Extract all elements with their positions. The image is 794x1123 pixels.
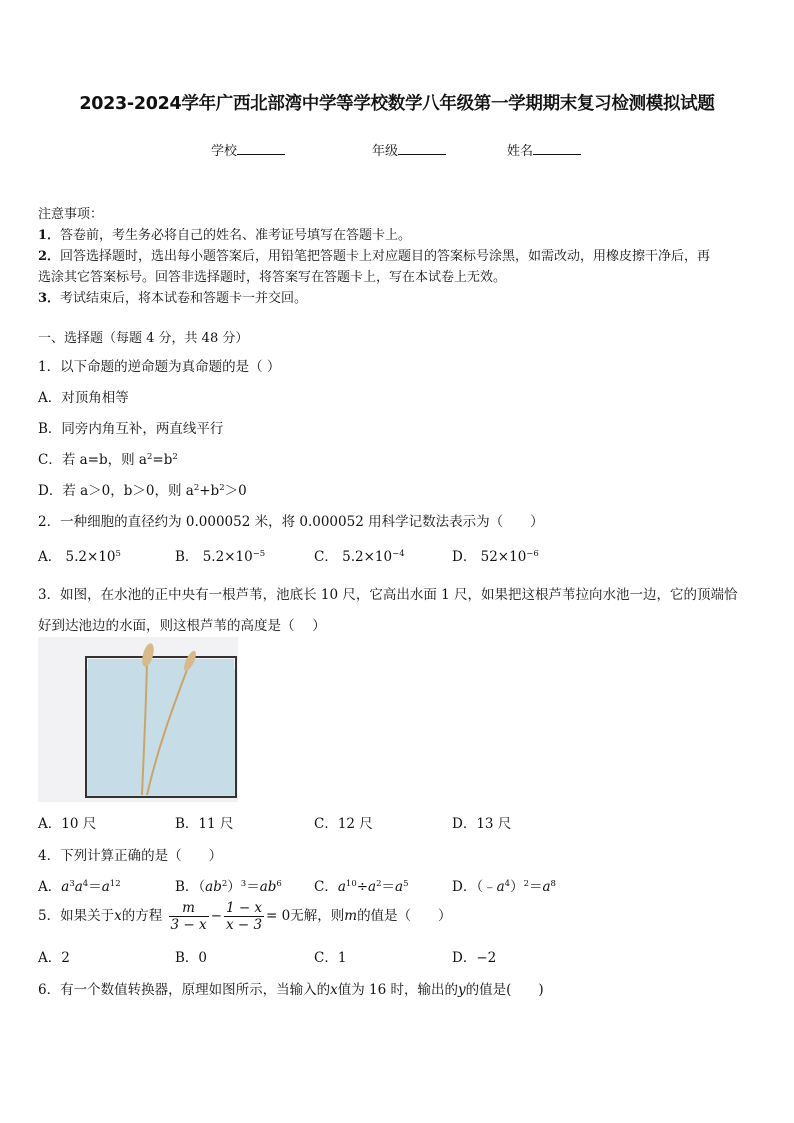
grade-blank <box>398 142 446 155</box>
q3-option-b[interactable]: B．11 尺 <box>175 816 234 832</box>
question-5-stem: 5．如果关于x的方程 $\frac{m}{3 - x}$ − $\frac{1 - x}{x - 3}$ = 0无解，则m的值是（ ） <box>38 900 452 933</box>
water <box>88 659 234 795</box>
name-field[interactable] <box>507 140 581 159</box>
question-4-stem: 4．下列计算正确的是（ ） <box>38 848 223 864</box>
name-label: 姓名 <box>507 144 534 159</box>
q2-option-b[interactable]: B． $5.2\times 10^{-5}$ <box>175 549 266 565</box>
school-field[interactable] <box>211 140 285 159</box>
grade-label: 年级 <box>372 144 399 159</box>
q2-option-d[interactable]: D． $52\times 10^{-6}$ <box>452 549 539 565</box>
pond-reed-figure <box>38 637 238 802</box>
q4-option-d[interactable]: D．$(﹣a^4)^2=a^8$ <box>452 879 556 895</box>
q5-option-b[interactable]: B．0 <box>175 950 208 966</box>
q5-option-d[interactable]: D．−2 <box>452 950 497 966</box>
q4-option-a[interactable]: A．$a^3a^4=a^{12}$ <box>38 879 121 895</box>
notice-item-2-cont: 选涂其它答案标号。回答非选择题时，将答案写在答题卡上，写在本试卷上无效。 <box>38 270 507 285</box>
question-3-stem: 3．如图，在水池的正中央有一根芦苇，池底长 10 尺，它高出水面 1 尺，如果把这根芦苇拉向水池一边，它的顶端恰 <box>38 587 738 603</box>
question-2-stem: 2．一种细胞的直径约为 0.000052 米，将 0.000052 用科学记数法表示为（ ） <box>38 514 544 530</box>
question-6-stem: 6．有一个数值转换器，原理如图所示，当输入的x值为 16 时，输出的y的值是( ) <box>38 982 544 998</box>
q2-option-a[interactable]: A． $5.2\times 10^5$ <box>38 549 121 565</box>
q3-option-d[interactable]: D．13 尺 <box>452 816 512 832</box>
school-label: 学校 <box>211 144 238 159</box>
school-blank <box>237 142 285 155</box>
question-1-stem: 1．以下命题的逆命题为真命题的是（ ） <box>38 359 281 375</box>
name-blank <box>533 142 581 155</box>
q1-option-b[interactable]: B．同旁内角互补，两直线平行 <box>38 421 224 437</box>
page-title: 2023-2024学年广西北部湾中学等学校数学八年级第一学期期末复习检测模拟试题 <box>79 94 715 114</box>
q3-option-c[interactable]: C．12 尺 <box>314 816 373 832</box>
q2-option-c[interactable]: C． $5.2\times 10^{-4}$ <box>314 549 405 565</box>
q1-option-d[interactable]: D．若 a＞0，b＞0，则 $a^2+b^2>0$ <box>38 483 247 499</box>
notice-item-2: 2．回答选择题时，选出每小题答案后，用铅笔把答题卡上对应题目的答案标号涂黑，如需改动，用橡皮擦干净后，再 <box>38 249 711 264</box>
q5-option-a[interactable]: A．2 <box>38 950 70 966</box>
fraction-2: $\frac{1 - x}{x - 3}$ <box>225 900 263 933</box>
notice-item-1: 1．答卷前，考生务必将自己的姓名、准考证号填写在答题卡上。 <box>38 228 412 243</box>
q5-option-c[interactable]: C．1 <box>314 950 347 966</box>
section-heading: 一、选择题（每题 4 分，共 48 分） <box>38 331 249 346</box>
q1-option-a[interactable]: A．对顶角相等 <box>38 390 129 406</box>
notice-item-3: 3．考试结束后，将本试卷和答题卡一并交回。 <box>38 291 308 306</box>
notice-heading: 注意事项： <box>38 207 104 222</box>
q4-option-c[interactable]: C．$a^{10}\div a^2=a^5$ <box>314 879 409 895</box>
q4-option-b[interactable]: B．$(ab^2)^3=ab^6$ <box>175 879 282 895</box>
fraction-1: $\frac{m}{3 - x}$ <box>170 900 207 933</box>
grade-field[interactable] <box>372 140 446 159</box>
q1-option-c[interactable]: C．若 a=b，则 $a^2=b^2$ <box>38 452 178 468</box>
q3-option-a[interactable]: A．10 尺 <box>38 816 97 832</box>
question-3-stem-cont: 好到达池边的水面，则这根芦苇的高度是（ ） <box>38 618 326 634</box>
